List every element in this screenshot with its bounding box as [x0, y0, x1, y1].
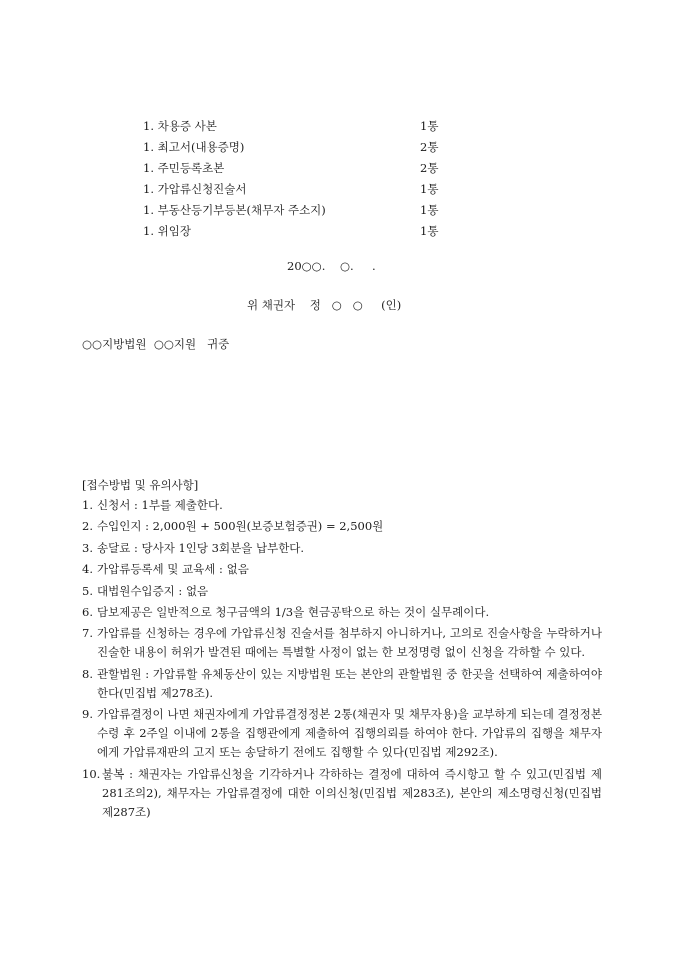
attachment-qty: 2통 — [420, 161, 439, 175]
note-text: 송달료 : 당사자 1인당 3회분을 납부한다. — [97, 540, 305, 555]
notes-title: [접수방법 및 유의사항] — [82, 478, 199, 492]
note-item — [82, 582, 602, 601]
attachment-qty: 1통 — [420, 119, 439, 133]
note-number: 9. — [82, 707, 93, 722]
note-text: 가압류를 신청하는 경우에 가압류신청 진술서를 첨부하지 아니하거나, 고의로 진술사항을 누락하거나 진술한 내용이 허위가 발견된 때에는 특별할 사정이 없는 한 보정명령 없이 신청을 각하할 수 있다. — [97, 626, 602, 660]
note-number: 5. — [82, 583, 93, 598]
attachment-name: 1. 주민등록초본 — [143, 161, 225, 175]
court-addressee: ○○지방법원 ○○지원 귀중 — [82, 337, 230, 351]
attachment-item — [143, 221, 443, 242]
notes-list — [82, 496, 602, 824]
attachment-item — [143, 200, 443, 221]
note-number: 10. — [82, 766, 101, 781]
note-text: 대법원수입증지 : 없음 — [97, 583, 209, 598]
note-item — [82, 539, 602, 558]
attachment-name: 1. 최고서(내용증명) — [143, 140, 245, 154]
attachment-name: 1. 차용증 사본 — [143, 119, 217, 133]
note-text: 관할법원 : 가압류할 유체동산이 있는 지방법원 또는 본안의 관할법원 중 한곳을 선택하여 제출하여야 한다(민집법 제278조). — [97, 666, 602, 700]
note-number: 7. — [82, 626, 93, 641]
attachment-qty: 1통 — [420, 224, 439, 238]
note-item — [82, 665, 602, 703]
note-text: 가압류등록세 및 교육세 : 없음 — [97, 562, 249, 577]
note-text: 불복 : 채권자는 가압류신청을 기각하거나 각하하는 결정에 대하여 즉시항고 할 수 있고(민집법 제281조의2), 채무자는 가압류결정에 대한 이의신청(민집법 제283조), 본안의 제소명령신청(민집법 제287조) — [102, 766, 602, 819]
creditor-signature: 위 채권자 정 ○ ○ (인) — [247, 298, 402, 312]
note-item — [82, 624, 602, 662]
note-item — [82, 705, 602, 762]
note-text: 가압류결정이 나면 채권자에게 가압류결정정본 2통(채권자 및 채무자용)을 교부하게 되는데 결정정본 수령 후 2주일 이내에 2통을 집행관에게 제출하여 집행의뢰를 하여야 한다. 가압류의 집행을 채무자에게 가압류재판의 고지 또는 송달하기 전에도 집행할 수 있다(민집법 제292조). — [97, 707, 602, 760]
note-item — [82, 560, 602, 579]
attachment-list — [143, 116, 443, 242]
note-item — [82, 765, 602, 822]
attachment-qty: 2통 — [420, 140, 439, 154]
attachment-qty: 1통 — [420, 203, 439, 217]
attachment-name: 1. 가압류신청진술서 — [143, 182, 247, 196]
attachment-name: 1. 위임장 — [143, 224, 191, 238]
attachment-item — [143, 179, 443, 200]
note-item — [82, 517, 602, 536]
attachment-item — [143, 137, 443, 158]
note-number: 3. — [82, 540, 93, 555]
attachment-qty: 1통 — [420, 182, 439, 196]
note-number: 8. — [82, 666, 93, 681]
note-item — [82, 496, 602, 515]
attachment-item — [143, 158, 443, 179]
note-number: 4. — [82, 562, 93, 577]
attachment-item — [143, 116, 443, 137]
note-item — [82, 603, 602, 622]
note-text: 수입인지 : 2,000원 + 500원(보증보험증권) = 2,500원 — [97, 519, 384, 534]
date-line: 20○○. ○. . — [287, 259, 376, 273]
note-text: 담보제공은 일반적으로 청구금액의 1/3을 현금공탁으로 하는 것이 실무례이다. — [97, 604, 490, 619]
note-number: 2. — [82, 519, 93, 534]
attachment-name: 1. 부동산등기부등본(채무자 주소지) — [143, 203, 326, 217]
note-number: 1. — [82, 498, 93, 512]
note-text: 신청서 : 1부를 제출한다. — [97, 498, 223, 512]
note-number: 6. — [82, 604, 93, 619]
